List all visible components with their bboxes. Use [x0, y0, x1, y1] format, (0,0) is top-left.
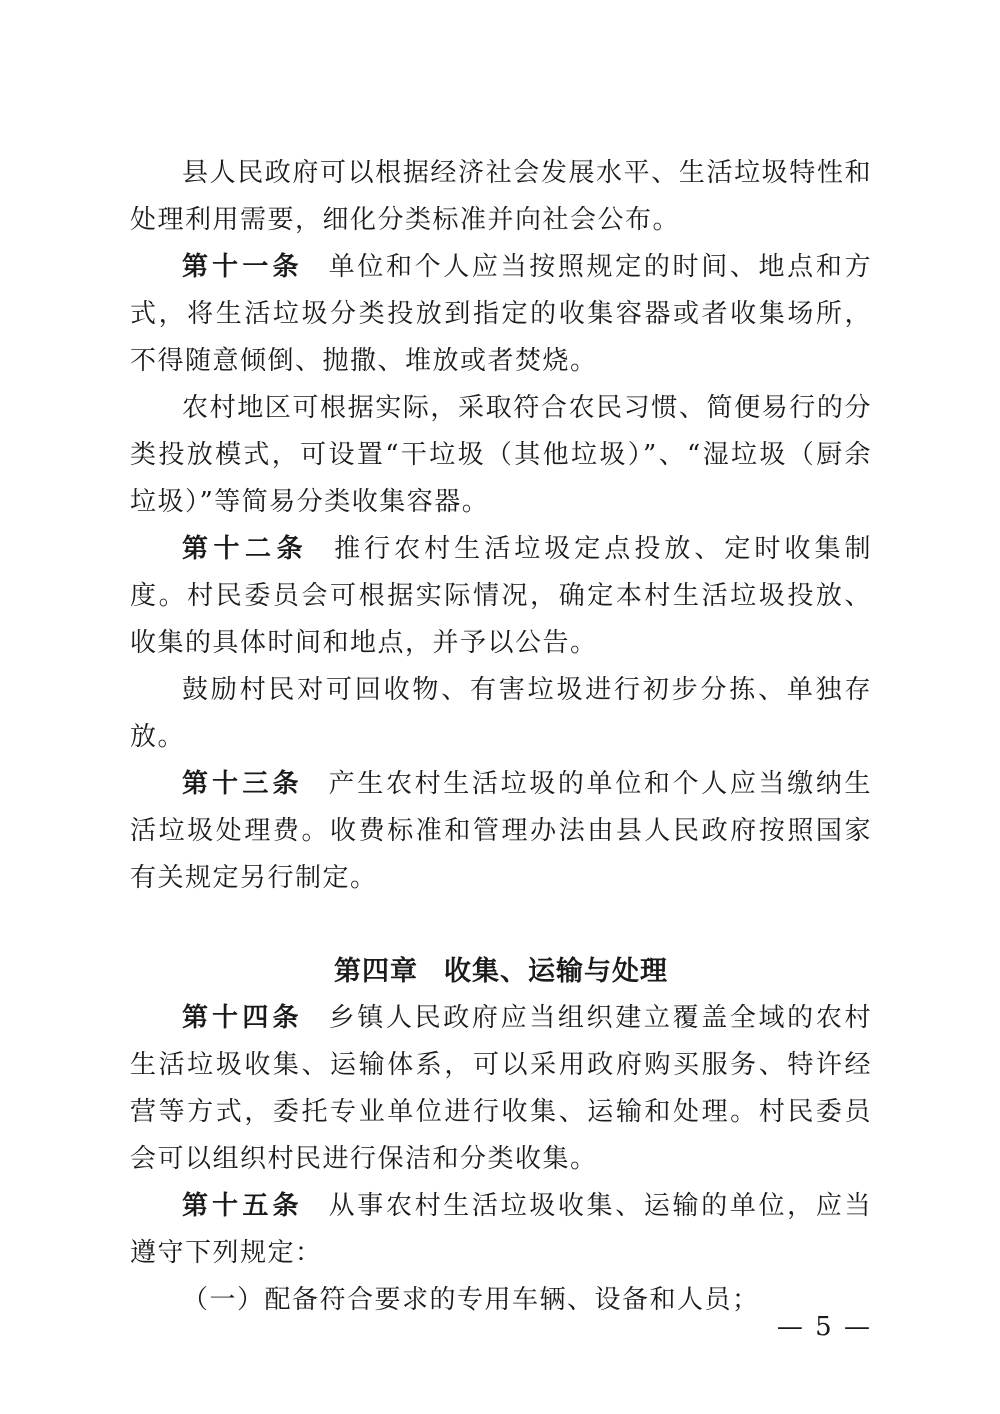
list-item: [130, 1277, 872, 1324]
article-number: 第十五条: [182, 1191, 303, 1221]
paragraph: [130, 761, 872, 902]
article-number: 第十一条: [182, 252, 303, 282]
paragraph: [130, 995, 872, 1183]
paragraph-text: 从事农村生活垃圾收集、运输的单位，应当遵守下列规定：: [130, 1191, 872, 1268]
paragraph-text: 产生农村生活垃圾的单位和个人应当缴纳生活垃圾处理费。收费标准和管理办法由县人民政府按照国家有关规定另行制定。: [130, 769, 872, 893]
article-number: 第十三条: [182, 769, 303, 799]
paragraph-text: 推行农村生活垃圾定点投放、定时收集制度。村民委员会可根据实际情况，确定本村生活垃圾投放、收集的具体时间和地点，并予以公告。: [130, 534, 872, 658]
article-number: 第十四条: [182, 1003, 303, 1033]
paragraph-text: 鼓励村民对可回收物、有害垃圾进行初步分拣、单独存放。: [130, 675, 872, 752]
document-body: [130, 150, 872, 1324]
paragraph: [130, 385, 872, 526]
paragraph-text: （一）配备符合要求的专用车辆、设备和人员；: [182, 1285, 760, 1315]
chapter-title: 收集、运输与处理: [444, 956, 668, 987]
paragraph: [130, 244, 872, 385]
paragraph: [130, 150, 872, 244]
paragraph-text: 单位和个人应当按照规定的时间、地点和方式，将生活垃圾分类投放到指定的收集容器或者收集场所，不得随意倾倒、抛撒、堆放或者焚烧。: [130, 252, 872, 376]
paragraph-text: 县人民政府可以根据经济社会发展水平、生活垃圾特性和处理利用需要，细化分类标准并向社会公布。: [130, 158, 872, 235]
page-number: — 5 —: [776, 1312, 872, 1342]
chapter-heading: [130, 948, 872, 995]
chapter-number: 第四章: [334, 956, 418, 987]
paragraph: [130, 526, 872, 667]
paragraph: [130, 1183, 872, 1277]
paragraph: [130, 667, 872, 761]
paragraph-text: 乡镇人民政府应当组织建立覆盖全域的农村生活垃圾收集、运输体系，可以采用政府购买服务、特许经营等方式，委托专业单位进行收集、运输和处理。村民委员会可以组织村民进行保洁和分类收集。: [130, 1003, 872, 1174]
paragraph-text: 农村地区可根据实际，采取符合农民习惯、简便易行的分类投放模式，可设置“干垃圾（其他垃圾）”、“湿垃圾（厨余垃圾）”等简易分类收集容器。: [130, 393, 872, 517]
article-number: 第十二条: [182, 534, 309, 564]
